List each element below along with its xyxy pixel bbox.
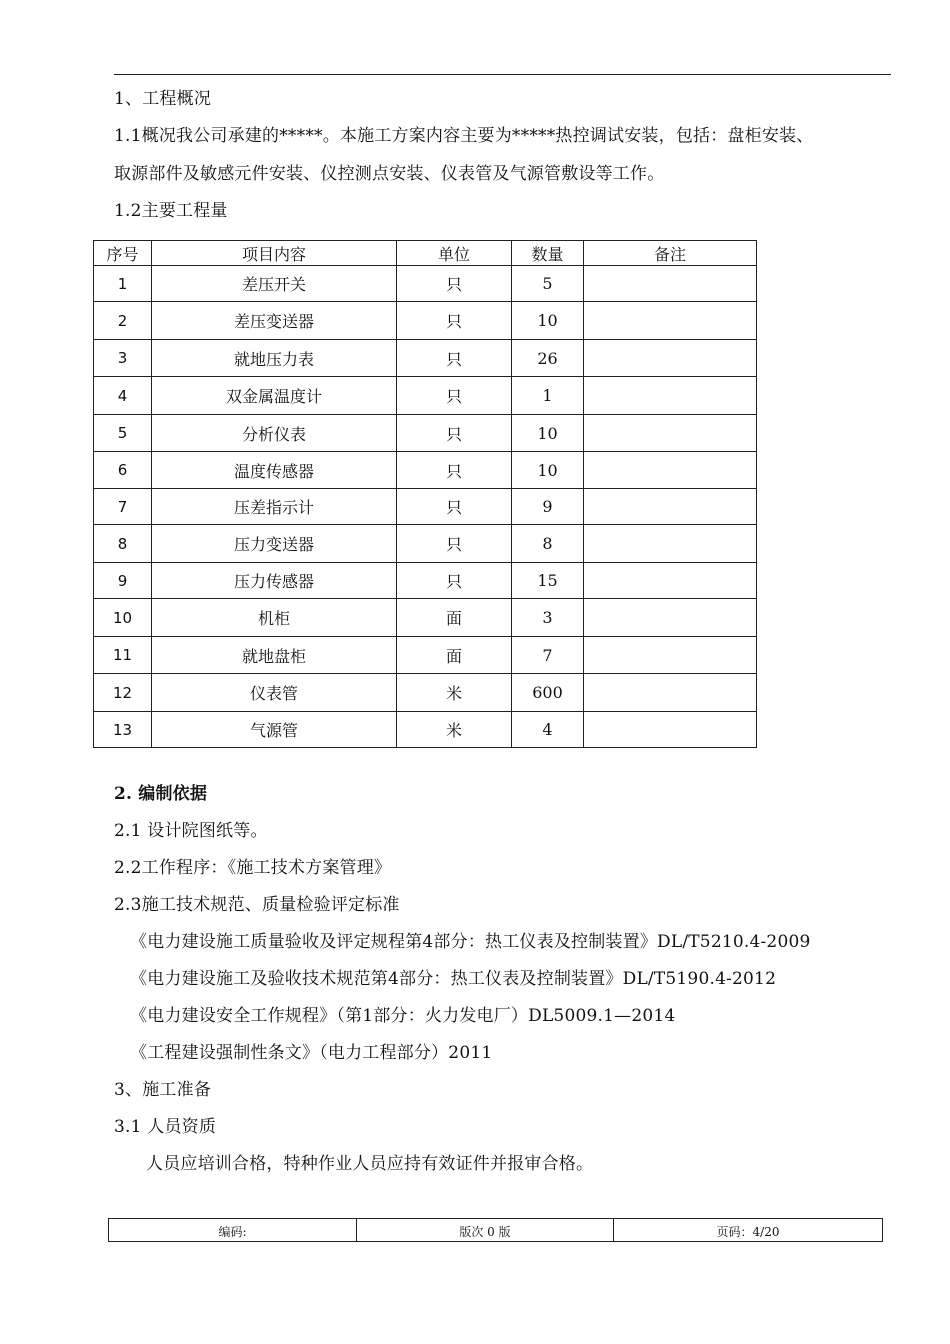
overview-line1: 1.1概况我公司承建的*****。本施工方案内容主要为*****热控调试安装，包括：盘柜安装、 [114,126,814,146]
row-unit: 只 [397,563,512,599]
row-number: 3 [94,340,152,377]
row-number: 2 [94,302,152,340]
standard-2: 《电力建设施工及验收技术规范第4部分：热工仪表及控制装置》DL/T5190.4-2012 [130,969,777,989]
table-row [94,563,757,599]
personnel-heading: 3.1 人员资质 [114,1117,217,1137]
row-number: 5 [94,415,152,452]
quantities-table [93,240,757,748]
personnel-text: 人员应培训合格，特种作业人员应持有效证件并报审合格。 [146,1154,594,1174]
row-note [584,489,757,525]
footer-page-number: 页码：4/20 [613,1219,882,1241]
row-note [584,637,757,674]
header-qty: 数量 [512,241,584,266]
row-note [584,266,757,302]
row-number: 4 [94,377,152,415]
row-item: 压差指示计 [152,489,397,525]
row-item: 就地压力表 [152,340,397,377]
row-quantity: 10 [512,415,584,452]
row-number: 12 [94,674,152,712]
header-unit: 单位 [397,241,512,266]
row-quantity: 4 [512,712,584,748]
standard-3: 《电力建设安全工作规程》（第1部分：火力发电厂）DL5009.1—2014 [130,1006,676,1026]
table-row [94,637,757,674]
row-item: 机柜 [152,599,397,637]
row-unit: 只 [397,452,512,489]
row-item: 温度传感器 [152,452,397,489]
row-note [584,340,757,377]
row-quantity: 26 [512,340,584,377]
row-note [584,302,757,340]
row-unit: 米 [397,712,512,748]
row-quantity: 3 [512,599,584,637]
row-quantity: 8 [512,525,584,563]
table-row [94,599,757,637]
row-note [584,452,757,489]
row-unit: 只 [397,340,512,377]
table-row [94,377,757,415]
table-row [94,489,757,525]
row-item: 压力变送器 [152,525,397,563]
table-row [94,302,757,340]
row-number: 6 [94,452,152,489]
row-quantity: 10 [512,302,584,340]
row-number: 9 [94,563,152,599]
section2-heading: 2. 编制依据 [114,784,208,804]
row-item: 差压变送器 [152,302,397,340]
row-quantity: 7 [512,637,584,674]
footer-version: 版次 0 版 [356,1219,613,1241]
row-number: 7 [94,489,152,525]
row-note [584,525,757,563]
row-quantity: 15 [512,563,584,599]
row-unit: 只 [397,489,512,525]
basis-2-2: 2.2工作程序：《施工技术方案管理》 [114,858,392,878]
row-unit: 面 [397,637,512,674]
header-no: 序号 [94,241,152,266]
standard-4: 《工程建设强制性条文》（电力工程部分）2011 [130,1043,493,1063]
row-item: 双金属温度计 [152,377,397,415]
row-item: 就地盘柜 [152,637,397,674]
row-item: 差压开关 [152,266,397,302]
table-row [94,415,757,452]
basis-2-3: 2.3施工技术规范、质量检验评定标准 [114,895,400,915]
page-footer [108,1218,883,1242]
row-number: 8 [94,525,152,563]
row-unit: 只 [397,302,512,340]
row-item: 分析仪表 [152,415,397,452]
overview-line2: 取源部件及敏感元件安装、仪控测点安装、仪表管及气源管敷设等工作。 [114,164,665,184]
row-item: 仪表管 [152,674,397,712]
row-number: 10 [94,599,152,637]
row-note [584,563,757,599]
header-rule [114,74,891,75]
header-item: 项目内容 [152,241,397,266]
table-row [94,266,757,302]
row-item: 气源管 [152,712,397,748]
table-row [94,525,757,563]
row-quantity: 1 [512,377,584,415]
basis-2-1: 2.1 设计院图纸等。 [114,821,268,841]
row-quantity: 9 [512,489,584,525]
table-row [94,674,757,712]
row-unit: 米 [397,674,512,712]
row-number: 1 [94,266,152,302]
row-unit: 面 [397,599,512,637]
table-row [94,452,757,489]
table-row [94,340,757,377]
quantities-heading: 1.2主要工程量 [114,201,228,221]
table-row [94,712,757,748]
row-item: 压力传感器 [152,563,397,599]
row-note [584,415,757,452]
row-number: 11 [94,637,152,674]
row-unit: 只 [397,377,512,415]
row-number: 13 [94,712,152,748]
row-note [584,674,757,712]
row-note [584,599,757,637]
header-note: 备注 [584,241,757,266]
row-quantity: 5 [512,266,584,302]
section1-heading: 1、工程概况 [114,89,212,109]
standard-1: 《电力建设施工质量验收及评定规程第4部分：热工仪表及控制装置》DL/T5210.4-2009 [130,932,811,952]
row-unit: 只 [397,266,512,302]
table-header-row [94,241,757,266]
row-unit: 只 [397,415,512,452]
row-unit: 只 [397,525,512,563]
row-note [584,377,757,415]
row-quantity: 600 [512,674,584,712]
row-note [584,712,757,748]
row-quantity: 10 [512,452,584,489]
footer-code: 编码: [218,1225,247,1239]
section3-heading: 3、施工准备 [114,1080,212,1100]
